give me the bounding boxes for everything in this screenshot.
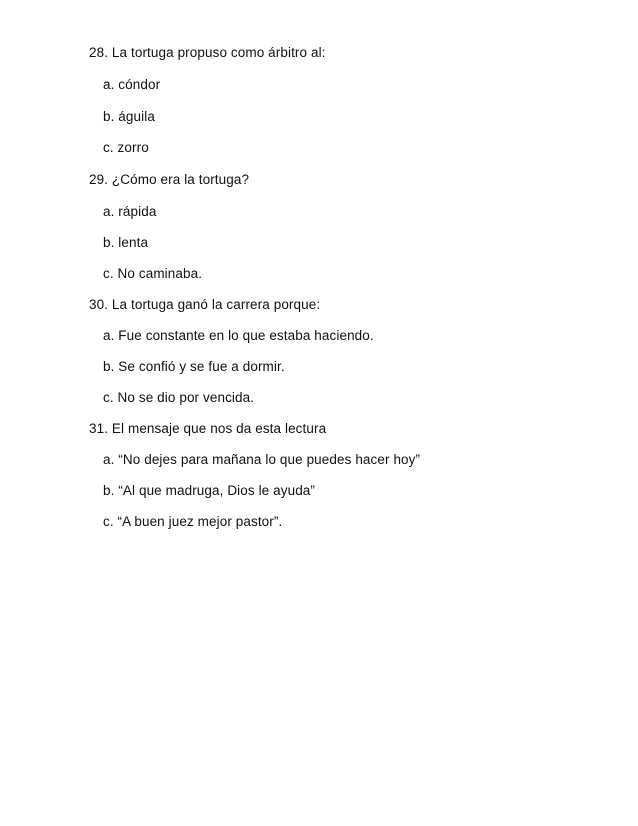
question-29-option-c: c. No caminaba. (103, 266, 203, 281)
question-28-option-b: b. águila (103, 109, 155, 124)
question-30-option-a: a. Fue constante en lo que estaba haciendo. (103, 328, 374, 343)
question-29: 29. ¿Cómo era la tortuga? (89, 172, 250, 187)
question-30-option-c: c. No se dio por vencida. (103, 390, 255, 405)
question-31-option-c: c. “A buen juez mejor pastor”. (103, 514, 283, 529)
question-30-option-b: b. Se confió y se fue a dormir. (103, 359, 285, 374)
question-28: 28. La tortuga propuso como árbitro al: (89, 45, 326, 60)
question-31: 31. El mensaje que nos da esta lectura (89, 421, 327, 436)
question-28-option-c: c. zorro (103, 140, 149, 155)
question-29-option-b: b. lenta (103, 235, 149, 250)
question-31-option-a: a. “No dejes para mañana lo que puedes hacer hoy” (103, 452, 421, 467)
question-31-option-b: b. “Al que madruga, Dios le ayuda” (103, 483, 316, 498)
question-30: 30. La tortuga ganó la carrera porque: (89, 297, 321, 312)
question-29-option-a: a. rápida (103, 204, 157, 219)
question-28-option-a: a. cóndor (103, 77, 161, 92)
